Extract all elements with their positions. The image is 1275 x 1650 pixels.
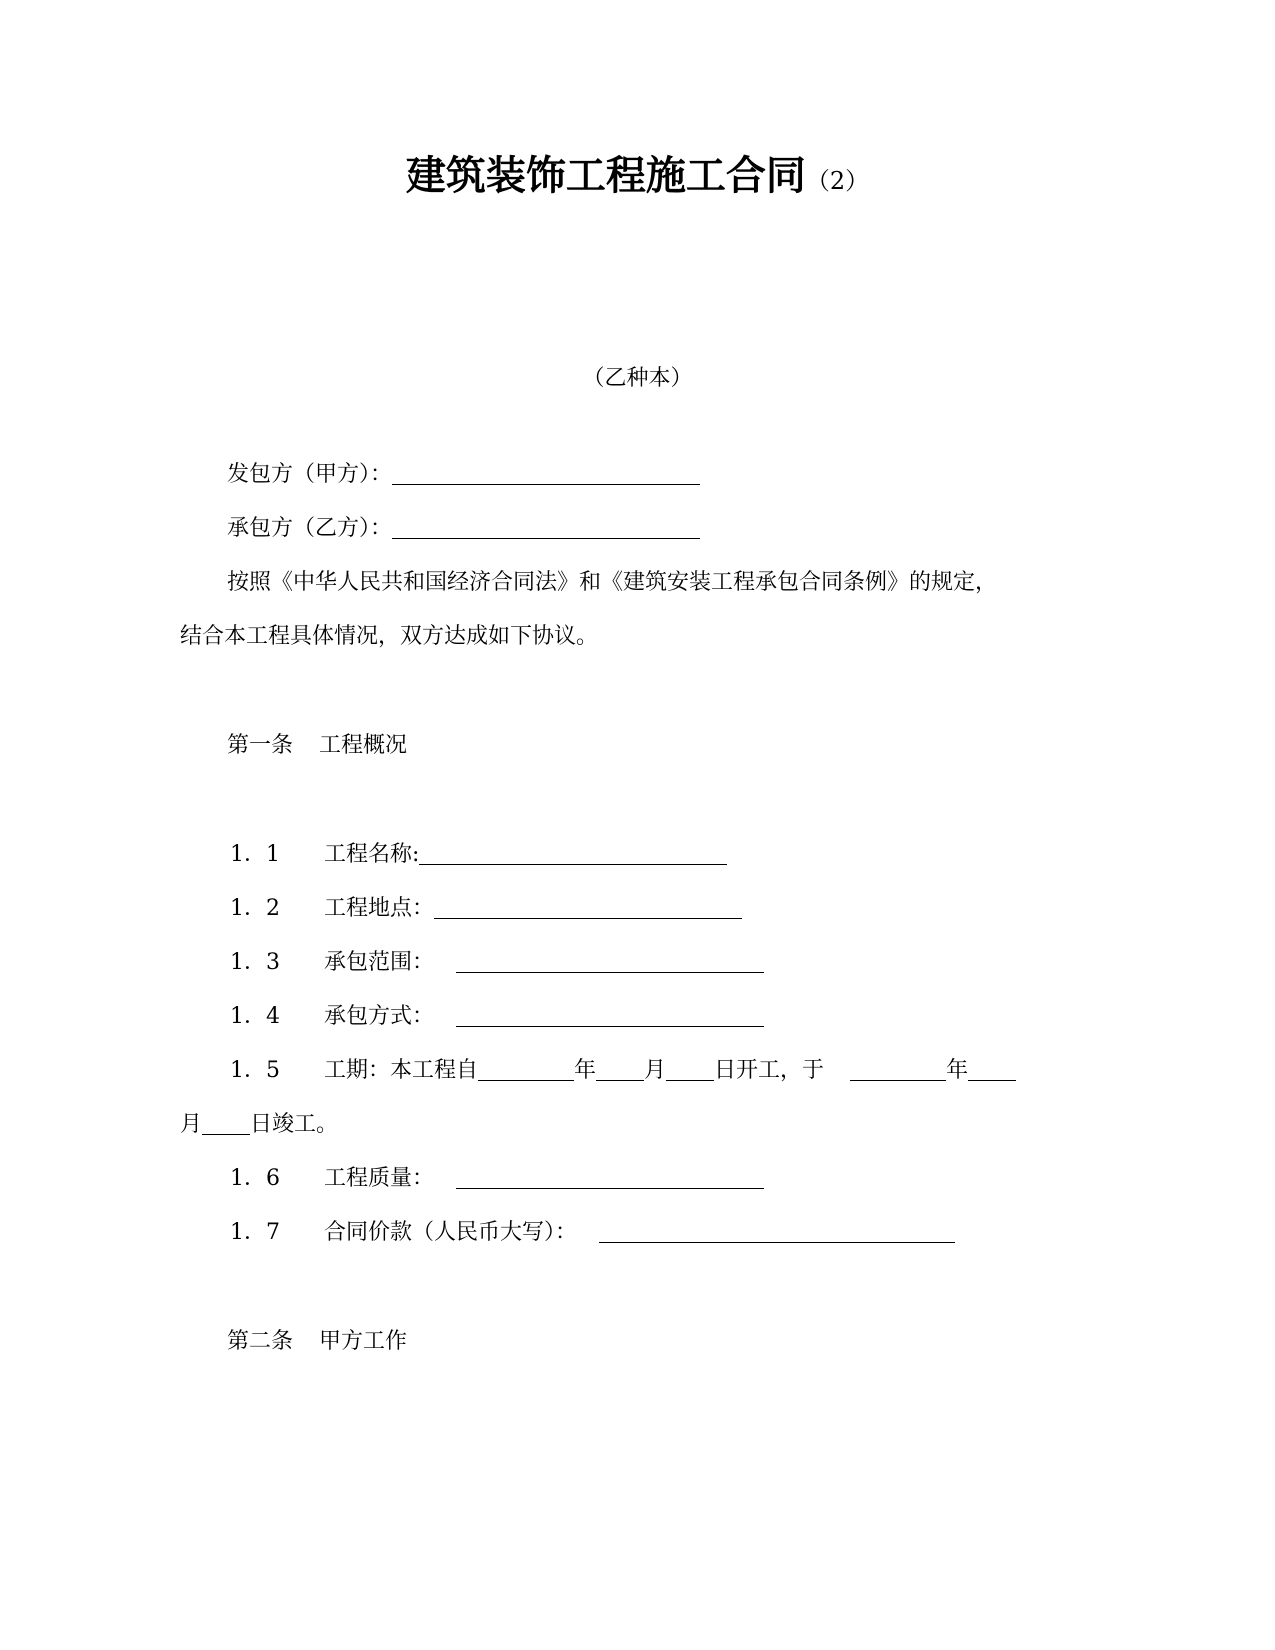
item-number: 1．7 bbox=[230, 1220, 280, 1245]
article-2-number: 第二条 bbox=[227, 1329, 294, 1354]
end-year-label: 年 bbox=[946, 1058, 969, 1083]
item-1-4 bbox=[230, 1002, 764, 1032]
intro-line-2: 结合本工程具体情况，双方达成如下协议。 bbox=[180, 624, 599, 649]
item-number: 1．2 bbox=[230, 896, 280, 921]
article-2-title: 甲方工作 bbox=[319, 1329, 408, 1354]
end-month-blank-part1[interactable] bbox=[968, 1058, 1016, 1081]
start-year-blank[interactable] bbox=[478, 1058, 574, 1081]
document-subtitle: （乙种本） bbox=[582, 366, 693, 391]
item-label: 工期：本工程自 bbox=[324, 1058, 479, 1083]
contract-method-blank[interactable] bbox=[456, 1004, 764, 1027]
party-b-label: 承包方（乙方）： bbox=[227, 516, 393, 541]
item-number: 1．4 bbox=[230, 1004, 280, 1029]
article-1-heading bbox=[227, 731, 407, 761]
item-1-1 bbox=[230, 840, 727, 870]
end-year-blank[interactable] bbox=[850, 1058, 946, 1081]
item-label: 合同价款（人民币大写）： bbox=[324, 1220, 578, 1245]
item-label: 承包范围： bbox=[324, 950, 435, 975]
end-month-label: 月 bbox=[180, 1112, 203, 1137]
party-b-row bbox=[227, 514, 700, 544]
item-label: 工程地点： bbox=[324, 896, 435, 921]
item-label: 工程质量： bbox=[324, 1166, 435, 1191]
document-title bbox=[0, 148, 1275, 209]
start-month-label: 月 bbox=[644, 1058, 667, 1083]
project-quality-blank[interactable] bbox=[456, 1166, 764, 1189]
document-title-suffix: （2） bbox=[805, 167, 870, 195]
article-1-title: 工程概况 bbox=[319, 733, 408, 758]
item-number: 1．1 bbox=[230, 842, 280, 867]
intro-line-1: 按照《中华人民共和国经济合同法》和《建筑安装工程承包合同条例》的规定， bbox=[227, 570, 998, 595]
contract-price-blank[interactable] bbox=[599, 1220, 955, 1243]
article-1-number: 第一条 bbox=[227, 733, 294, 758]
start-month-blank[interactable] bbox=[596, 1058, 644, 1081]
item-1-5 bbox=[230, 1056, 1016, 1086]
item-1-5-continued bbox=[180, 1110, 338, 1140]
party-a-blank[interactable] bbox=[392, 462, 700, 485]
party-a-row bbox=[227, 460, 700, 490]
item-label: 工程名称: bbox=[324, 842, 420, 867]
party-b-blank[interactable] bbox=[392, 516, 700, 539]
article-2-heading bbox=[227, 1327, 407, 1357]
project-location-blank[interactable] bbox=[434, 896, 742, 919]
start-day-blank[interactable] bbox=[666, 1058, 714, 1081]
item-1-2 bbox=[230, 894, 742, 924]
item-label: 承包方式： bbox=[324, 1004, 435, 1029]
end-day-label: 日竣工。 bbox=[250, 1112, 339, 1137]
end-day-blank[interactable] bbox=[202, 1112, 250, 1135]
item-1-3 bbox=[230, 948, 764, 978]
contract-scope-blank[interactable] bbox=[456, 950, 764, 973]
item-number: 1．3 bbox=[230, 950, 280, 975]
item-number: 1．6 bbox=[230, 1166, 280, 1191]
project-name-blank[interactable] bbox=[419, 842, 727, 865]
start-year-label: 年 bbox=[574, 1058, 597, 1083]
item-1-6 bbox=[230, 1164, 764, 1194]
party-a-label: 发包方（甲方）： bbox=[227, 462, 393, 487]
start-day-label: 日开工，于 bbox=[714, 1058, 825, 1083]
item-1-7 bbox=[230, 1218, 955, 1248]
document-title-text: 建筑装饰工程施工合同 bbox=[405, 153, 806, 199]
item-number: 1．5 bbox=[230, 1058, 280, 1083]
